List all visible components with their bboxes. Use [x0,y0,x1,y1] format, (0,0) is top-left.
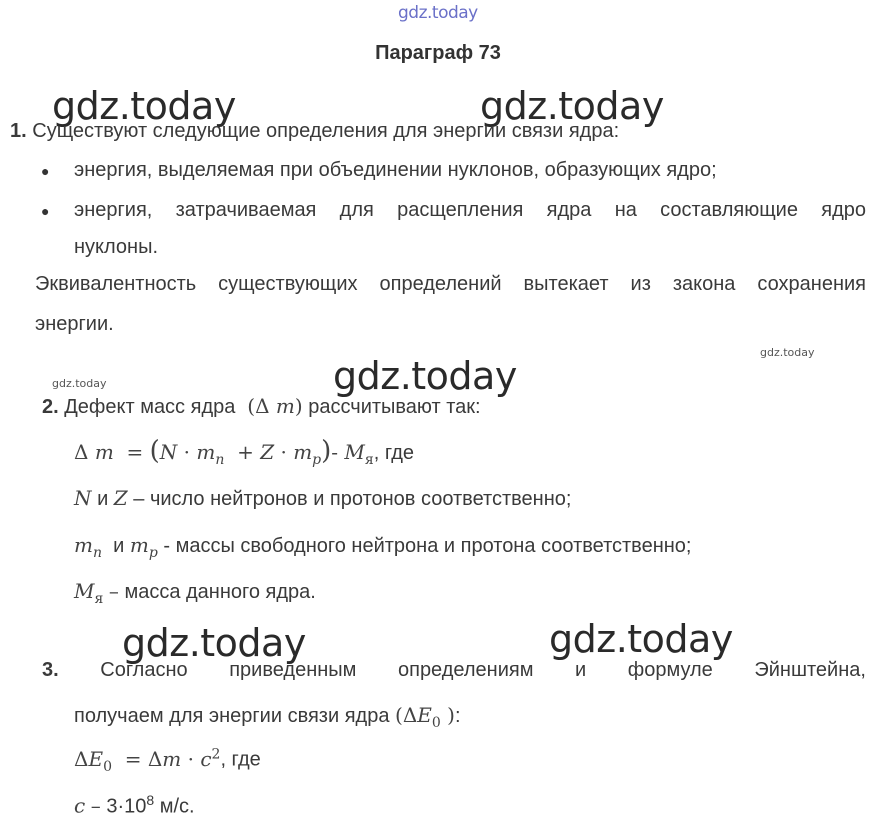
bullet-dot-icon: ● [41,203,50,219]
n-z-text: – число нейтронов и протонов соответственно; [133,488,572,510]
energy-formula [74,746,261,775]
my-definition [74,579,316,607]
watermark-top: gdz.today [398,3,478,23]
math-c: c [74,793,86,818]
mn-mp-definition [74,533,691,561]
mn-mp-text: - массы свободного нейтрона и протона соответственно; [163,535,692,557]
math-mp: $m_p$ [129,533,158,561]
section-1-intro: Существуют следующие определения для энергии связи ядра: [32,120,620,142]
watermark: gdz.today [333,354,517,398]
section-3-line2-text: получаем для энергии связи ядра [74,705,390,727]
watermark: gdz.today [122,621,306,665]
watermark: gdz.today [549,617,733,661]
math-delta-e0: ($\Delta E_0$ ) [395,703,455,731]
and-word: и [97,488,109,510]
bullet-item-1: энергия, выделяемая при объединении нуклонов, образующих ядро; [74,159,717,181]
word: формуле [627,659,713,681]
section-3-line2 [74,703,461,731]
watermark-small: gdz.today [760,346,815,359]
section-2-text-before: Дефект масс ядра [64,396,236,418]
word: Эйнштейна, [754,659,866,681]
colon: : [454,705,461,727]
bullet-item-2-line1: энергия, затрачиваемая для расщепления ядра на составляющие ядро [74,199,866,221]
section-2-text-after: рассчитывают так: [308,396,481,418]
word: определениям [397,659,534,681]
formula-math: $\Delta E_0 = \Delta m \cdot c^2$ [74,746,221,775]
c-unit: м/с. [159,795,195,818]
section-number: 2. [42,396,59,418]
page-title: Параграф 73 [375,42,501,64]
c-definition [74,792,195,819]
math-mn: $m_n$ [74,533,102,561]
section-1-paragraph-line2: энергии. [35,313,114,335]
math-n: N [74,486,92,510]
watermark: gdz.today [52,84,236,128]
formula-math: Δ $m = (N \cdot m_n + Z \cdot m_p)-$ $M_я$ [74,436,374,468]
word: Согласно [100,659,188,681]
section-3-line1 [42,659,866,682]
and-word: и [113,535,125,557]
dash: – [108,579,119,603]
word: и [575,659,587,681]
math-z: Z [113,486,128,510]
math-delta-m: (Δ m) [240,394,303,418]
n-z-definition [74,486,571,511]
section-number: 1. [10,120,27,142]
bullet-item-2-line2: нуклоны. [74,236,159,258]
c-exponent: 8 [146,792,155,808]
section-2-intro-line [42,394,481,419]
word: приведенным [229,659,357,681]
section-number: 3. [42,659,59,681]
section-1-intro-line [10,120,619,143]
watermark-small: gdz.today [52,377,107,390]
my-text: масса данного ядра. [124,581,316,603]
math-my: $M_я$ [74,579,104,607]
bullet-dot-icon: ● [41,163,50,179]
formula-where: , где [373,442,415,464]
mass-defect-formula [74,436,414,468]
watermark: gdz.today [480,84,664,128]
section-1-paragraph-line1: Эквивалентность существующих определений вытекает из закона сохранения [35,273,866,295]
formula-where: , где [220,748,261,771]
c-value: 3·10 [106,795,147,818]
dash: – [90,793,101,818]
